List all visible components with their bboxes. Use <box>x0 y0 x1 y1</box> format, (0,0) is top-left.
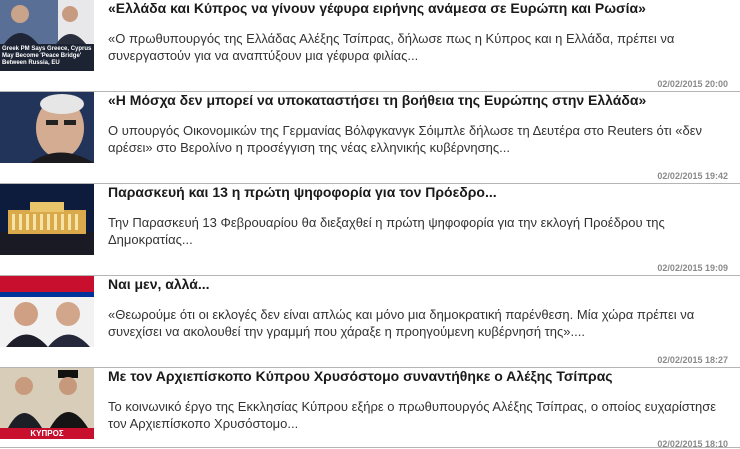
news-item[interactable] <box>0 184 740 276</box>
thumbnail-caption: Greek PM Says Greece, Cyprus May Become 'Peace Bridge' Between Russia, EU <box>2 46 92 66</box>
news-item[interactable] <box>0 276 740 368</box>
article-date: 02/02/2015 20:00 <box>657 79 728 89</box>
article-thumbnail[interactable] <box>0 92 94 163</box>
thumbnail-caption: ΚΥΠΡΟΣ <box>30 429 64 438</box>
article-title[interactable]: «Η Μόσχα δεν μπορεί να υποκαταστήσει τη βοήθεια της Ευρώπης στην Ελλάδα» <box>108 92 647 108</box>
article-date: 02/02/2015 18:27 <box>657 355 728 365</box>
article-date: 02/02/2015 19:09 <box>657 263 728 273</box>
article-excerpt: «Θεωρούμε ότι οι εκλογές δεν είναι απλώς και μόνο μια δημοκρατική παρένθεση. Μία χώρα πρέπει να συνεχίσει να ακολουθεί την γραμμή που χάραξε η προηγούμενη κυβέρνησή της».... <box>108 307 695 339</box>
article-title[interactable]: «Ελλάδα και Κύπρος να γίνουν γέφυρα ειρήνης ανάμεσα σε Ευρώπη και Ρωσία» <box>108 0 646 16</box>
article-title[interactable]: Παρασκευή και 13 η πρώτη ψηφοφορία για τον Πρόεδρο... <box>108 184 497 200</box>
article-thumbnail[interactable] <box>0 368 94 439</box>
article-thumbnail[interactable] <box>0 276 94 347</box>
article-title[interactable]: Ναι μεν, αλλά... <box>108 276 210 292</box>
article-thumbnail[interactable] <box>0 0 94 71</box>
article-excerpt: Την Παρασκευή 13 Φεβρουαρίου θα διεξαχθεί η πρώτη ψηφοφορία για την εκλογή Προέδρου της Δημοκρατίας... <box>108 215 665 247</box>
article-thumbnail[interactable] <box>0 184 94 255</box>
news-item[interactable] <box>0 0 740 92</box>
article-date: 02/02/2015 18:10 <box>657 439 728 449</box>
news-item[interactable] <box>0 92 740 184</box>
news-item[interactable] <box>0 368 740 448</box>
article-date: 02/02/2015 19:42 <box>657 171 728 181</box>
article-excerpt: Το κοινωνικό έργο της Εκκλησίας Κύπρου εξήρε ο πρωθυπουργός Αλέξης Τσίπρας, ο οποίος ευχαρίστησε τον Αρχιεπίσκοπο Χρυσόστομο... <box>108 399 717 431</box>
article-title[interactable]: Με τον Αρχιεπίσκοπο Κύπρου Χρυσόστομο συναντήθηκε ο Αλέξης Τσίπρας <box>108 368 613 384</box>
article-excerpt: «Ο πρωθυπουργός της Ελλάδας Αλέξης Τσίπρας, δήλωσε πως η Κύπρος και η Ελλάδα, πρέπει να συνεργαστούν για να αναπτύξουν μια γέφυρα φιλίας... <box>108 31 675 63</box>
article-excerpt: Ο υπουργός Οικονομικών της Γερμανίας Βόλφγκανγκ Σόιμπλε δήλωσε τη Δευτέρα στο Reuters ότι «δεν αρέσει» στο Βερολίνο η προσέγγιση της νέας ελληνικής κυβέρνησης... <box>108 123 703 155</box>
